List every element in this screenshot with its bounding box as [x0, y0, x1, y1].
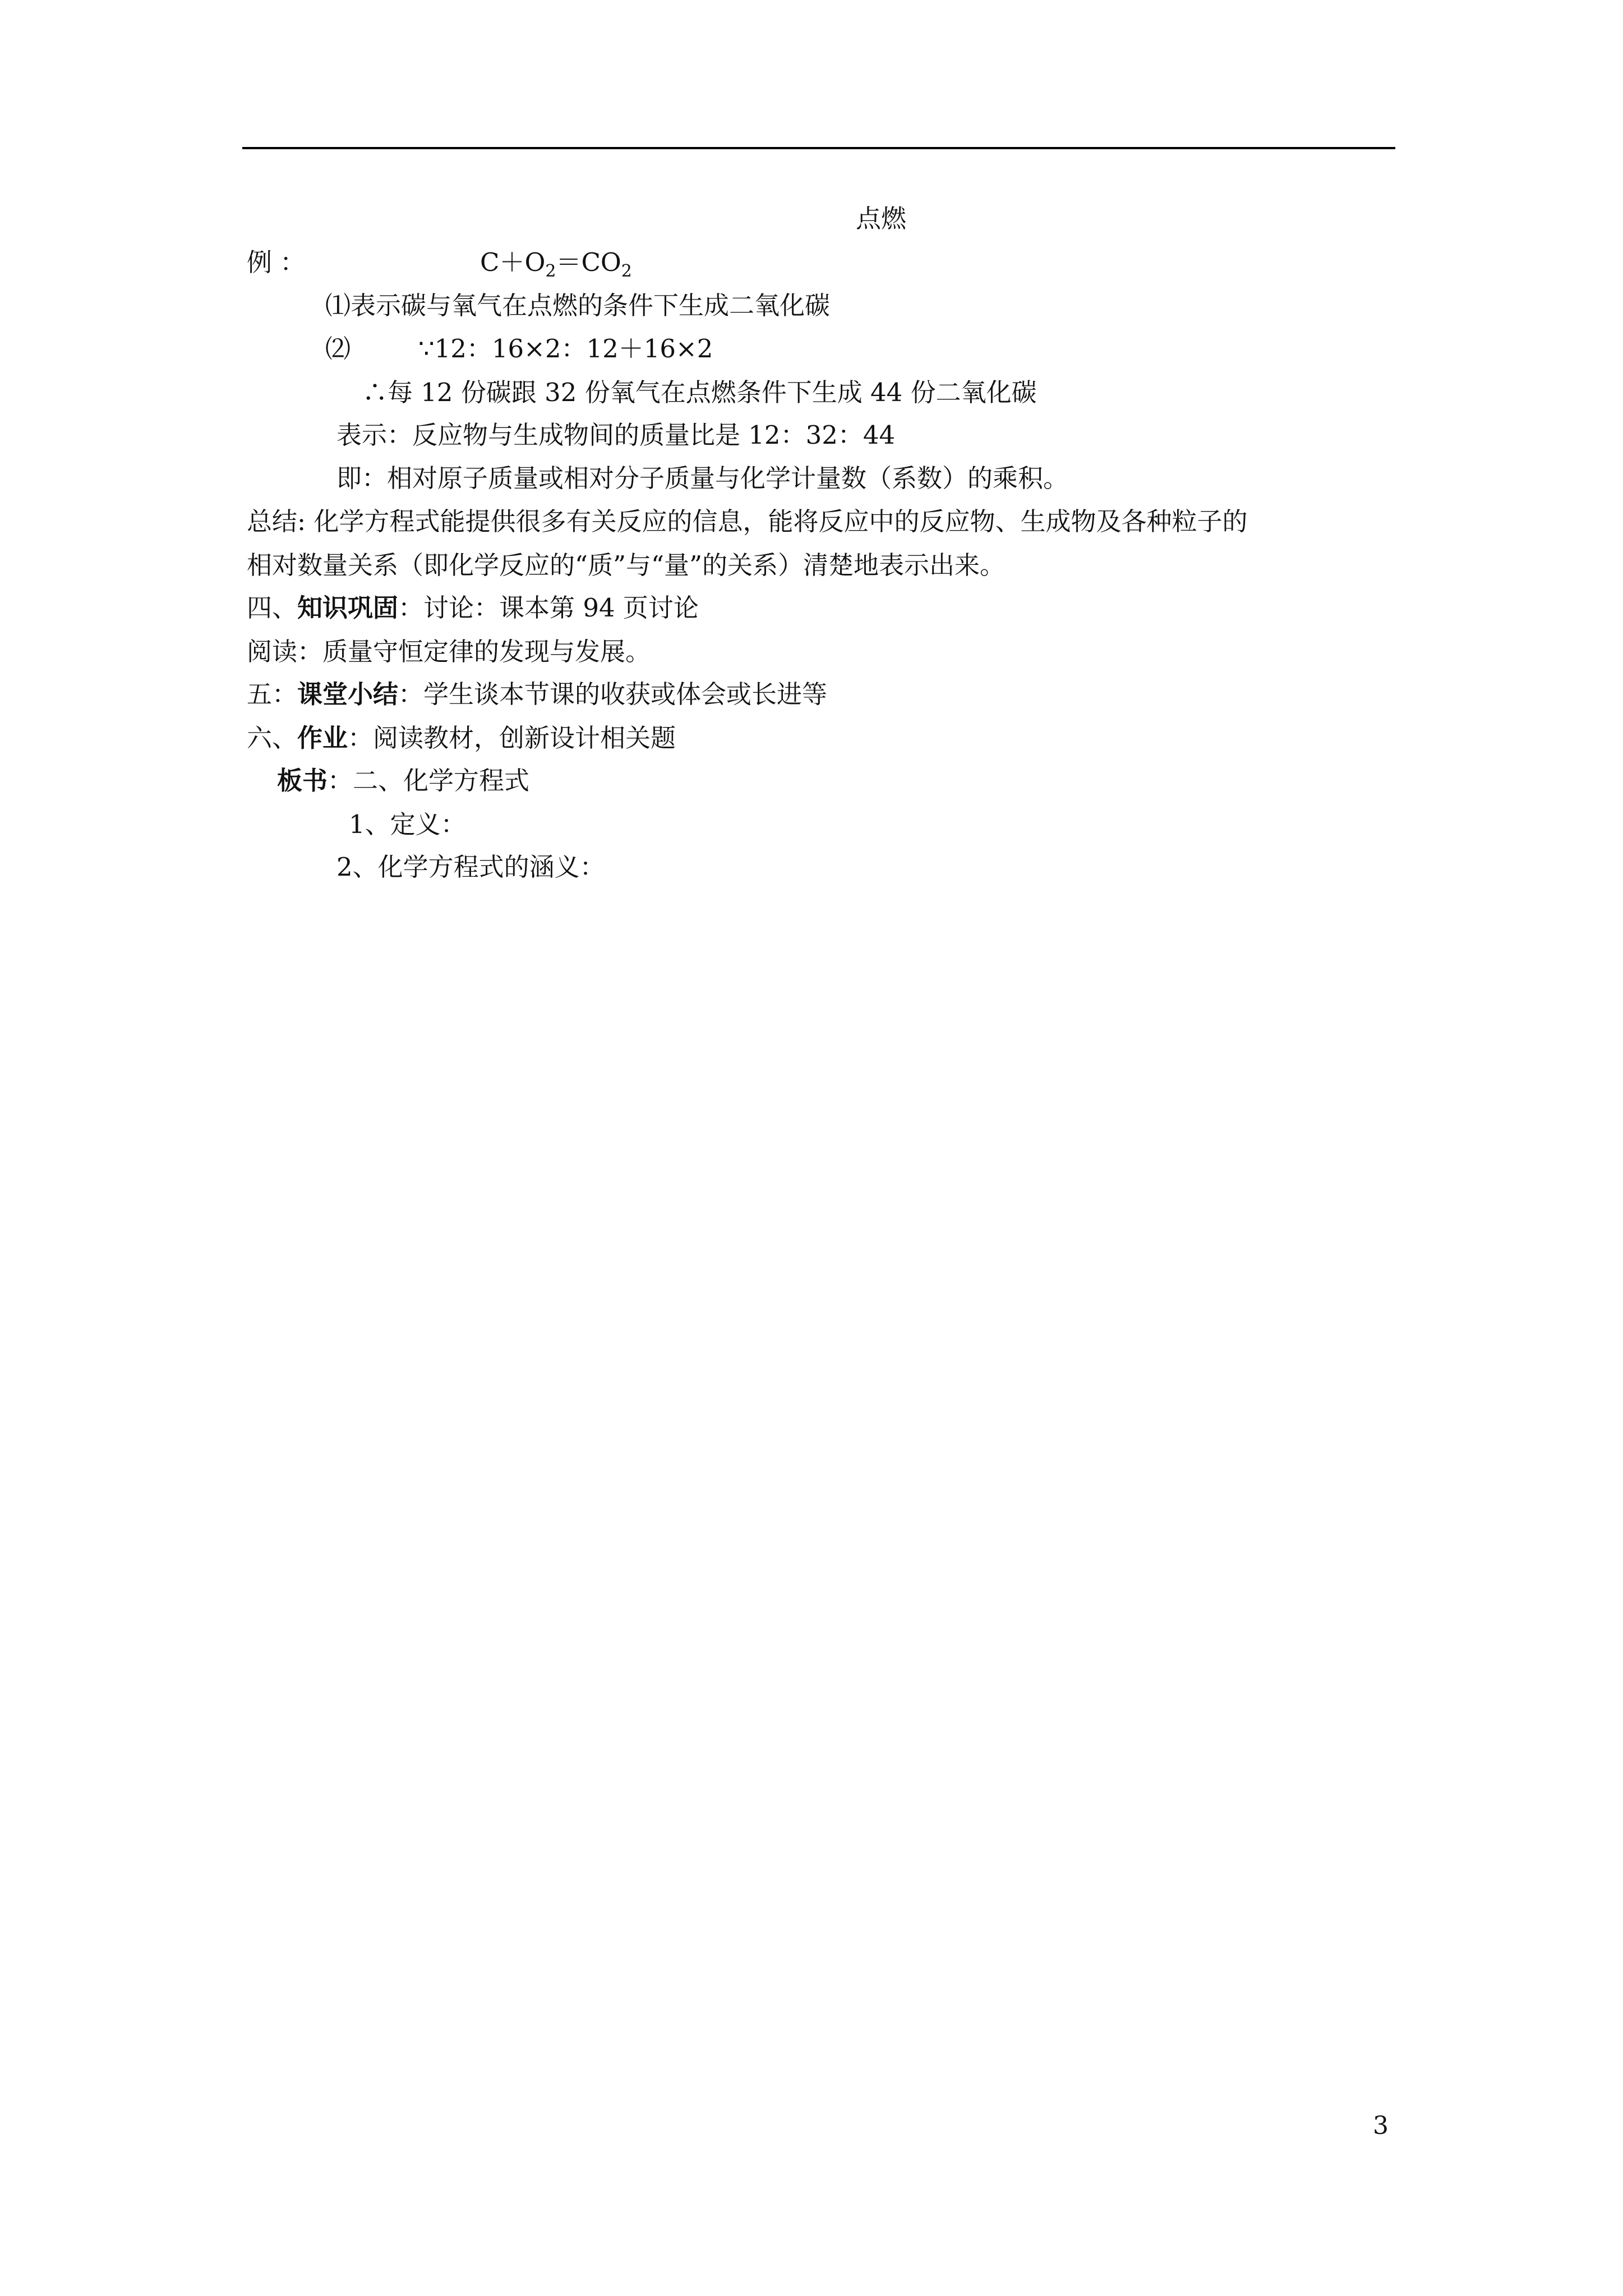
section-5-title: 课堂小结 — [297, 679, 399, 709]
meaning-1: ⑴表示碳与氧气在点燃的条件下生成二氧化碳 — [325, 291, 831, 320]
page-number: 3 — [1373, 2111, 1389, 2140]
reactant-oxygen: O — [524, 247, 546, 277]
reactant-carbon: C — [480, 247, 500, 277]
summary-text-1: : 化学方程式能提供很多有关反应的信息，能将反应中的反应物、生成物及各种粒子的 — [297, 507, 1248, 536]
section-4 — [247, 591, 699, 625]
board-line — [277, 764, 529, 798]
mass-ratio-line: 表示：反应物与生成物间的质量比是 12：32：44 — [336, 420, 896, 450]
chemical-equation — [480, 246, 632, 283]
section-4-text: ：讨论：课本第 94 页讨论 — [398, 593, 699, 623]
section-6-text: ：阅读教材，创新设计相关题 — [348, 723, 676, 753]
summary-line-2: 相对数量关系（即化学反应的“质”与“量”的关系）清楚地表示出来。 — [247, 550, 1006, 580]
board-item-1: 1、定义： — [349, 809, 466, 839]
section-5-prefix: 五： — [247, 679, 298, 709]
board-item-2: 2、化学方程式的涵义： — [336, 852, 605, 882]
summary-line-1 — [247, 505, 1247, 539]
section-6 — [247, 721, 676, 755]
reaction-condition: 点燃 — [856, 204, 907, 233]
header-rule — [242, 147, 1395, 149]
section-5 — [247, 678, 827, 711]
meaning-2-marker: ⑵ — [325, 334, 351, 364]
section-6-prefix: 六、 — [247, 723, 298, 753]
section-4-prefix: 四、 — [247, 593, 298, 623]
reading-line: 阅读：质量守恒定律的发现与发展。 — [247, 637, 651, 666]
product-subscript: 2 — [621, 261, 632, 281]
board-label: 板书 — [277, 766, 328, 795]
board-text: ：二、化学方程式 — [328, 766, 530, 795]
product-co: CO — [581, 247, 621, 277]
summary-label: 总结 — [247, 507, 298, 536]
therefore-line: ∴每 12 份碳跟 32 份氧气在点燃条件下生成 44 份二氧化碳 — [362, 378, 1037, 407]
equals-sign: ＝ — [556, 247, 582, 277]
plus-sign: ＋ — [499, 247, 525, 277]
oxygen-subscript: 2 — [545, 261, 556, 281]
section-4-title: 知识巩固 — [297, 593, 399, 623]
example-label: 例 ： — [247, 247, 306, 277]
section-5-text: ：学生谈本节课的收获或体会或长进等 — [398, 679, 828, 709]
because-line: ∵12：16×2：12＋16×2 — [418, 334, 713, 364]
namely-line: 即：相对原子质量或相对分子质量与化学计量数（系数）的乘积。 — [336, 463, 1069, 493]
section-6-title: 作业 — [297, 723, 348, 753]
